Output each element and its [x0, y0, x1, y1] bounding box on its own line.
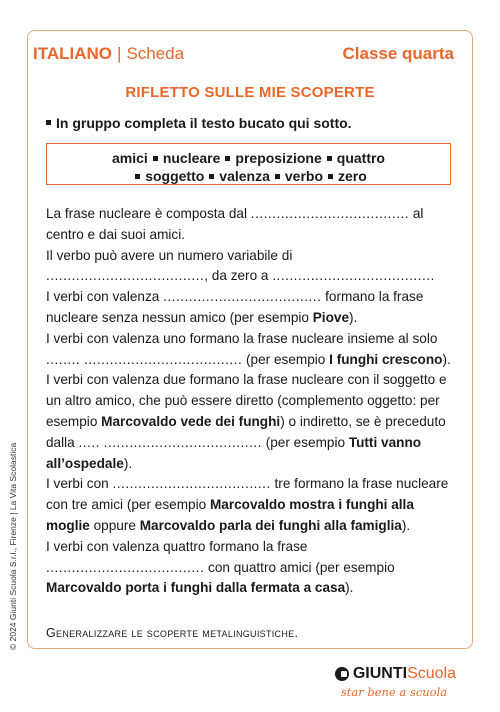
instruction-text: In gruppo completa il testo bucato qui sotto.: [56, 115, 352, 131]
example-text: Marcovaldo vede dei funghi: [101, 413, 281, 429]
paragraph: [46, 370, 456, 474]
text-span: ).: [123, 455, 133, 471]
text-span: ).: [442, 351, 451, 367]
section-label: Scheda: [126, 44, 185, 63]
text-span: con quattro amici (per esempio: [204, 559, 395, 575]
text-span: La frase nucleare è composta dal: [46, 206, 251, 221]
instruction: [46, 115, 352, 131]
square-bullet-icon: [209, 174, 214, 179]
square-bullet-icon: [328, 174, 333, 179]
text-span: formano la frase nucleare senza nessun amico (per esempio: [46, 289, 424, 325]
text-span: I verbi con valenza uno formano la frase nucleare insieme al solo: [46, 330, 438, 346]
text-span: I verbi con valenza: [46, 289, 164, 305]
text-span: , da zero a: [204, 268, 273, 284]
word-bank-row-1: [47, 149, 450, 167]
text-span: I verbi con valenza quattro formano la frase: [46, 538, 308, 554]
copyright-text: © 2024 Giunti Scuola S.r.l., Firenze | La Vita Scolastica: [8, 442, 18, 650]
blank-field[interactable]: .....................................: [250, 206, 410, 221]
text-span: ).: [345, 580, 354, 596]
text-span: al centro e dai suoi amici.: [46, 206, 424, 242]
text-span: (per esempio: [242, 351, 330, 367]
logo-wordmark: [335, 665, 456, 683]
square-bullet-icon: [275, 174, 280, 179]
text-span: oppure: [89, 517, 140, 533]
blank-field[interactable]: .....: [78, 434, 100, 450]
word: valenza: [219, 168, 270, 184]
blank-field[interactable]: .....................................: [272, 268, 431, 284]
subject-label: ITALIANO: [33, 44, 113, 63]
text-span: .: [430, 268, 435, 284]
text-span: ) o indiretto, se è preceduto dalla: [46, 413, 446, 450]
blank-field[interactable]: .....................................: [103, 434, 262, 450]
text-span: ).: [349, 309, 358, 325]
word-bank: [46, 143, 451, 185]
paragraph: [46, 287, 456, 329]
blank-field[interactable]: .....................................: [46, 559, 205, 575]
example-text: Marcovaldo parla dei funghi alla famiglia: [139, 517, 402, 533]
word: nucleare: [162, 150, 221, 166]
square-bullet-icon: [327, 156, 332, 161]
example-text: Piove: [312, 309, 350, 325]
paragraph: [46, 204, 456, 246]
text-span: tre formano la frase nucleare con tre amici (per esempio: [46, 476, 449, 513]
word: preposizione: [235, 150, 322, 166]
paragraph: [46, 474, 456, 536]
square-bullet-icon: [225, 156, 230, 161]
blank-field[interactable]: .....................................: [84, 351, 243, 367]
text-span: I verbi con: [46, 476, 113, 492]
square-bullet-icon: [135, 174, 140, 179]
cloze-text: [46, 204, 456, 599]
square-bullet-icon: [153, 156, 158, 161]
logo-brand: GIUNTI: [352, 665, 408, 682]
logo-tagline: star bene a scuola: [340, 685, 448, 699]
example-text: Tutti vanno all’ospedale: [46, 434, 422, 471]
word: quattro: [336, 150, 385, 166]
example-text: Marcovaldo porta i funghi dalla fermata a casa: [46, 580, 346, 596]
bullet-square-icon: [46, 120, 51, 125]
paragraph: [46, 246, 456, 288]
word: zero: [338, 168, 367, 184]
blank-field[interactable]: ........: [46, 351, 81, 367]
word: verbo: [284, 168, 324, 184]
paragraph: [46, 329, 456, 371]
word: amici: [112, 150, 148, 166]
word: soggetto: [145, 168, 205, 184]
giunti-mark-icon: [335, 667, 349, 681]
giunti-logo: [335, 665, 456, 699]
logo-brand-suffix: Scuola: [407, 665, 456, 682]
page-title: RIFLETTO SULLE MIE SCOPERTE: [125, 84, 375, 101]
grade-label: Classe quarta: [342, 44, 454, 63]
footer-note: Generalizzare le scoperte metalinguistiche.: [46, 626, 299, 640]
text-span: ).: [401, 517, 411, 533]
example-text: I funghi crescono: [329, 351, 443, 367]
header-subject: [33, 44, 184, 64]
word-bank-row-2: [47, 167, 450, 185]
header-separator: |: [117, 44, 122, 63]
blank-field[interactable]: .....................................: [46, 268, 205, 284]
paragraph: [46, 537, 456, 599]
example-text: Marcovaldo mostra i funghi alla moglie: [46, 497, 414, 533]
blank-field[interactable]: .....................................: [112, 476, 271, 492]
text-span: I verbi con valenza due formano la frase nucleare con il soggetto e un altro amico, che può essere diretto (complemento oggetto: per esempio: [46, 372, 447, 429]
text-span: Il verbo può avere un numero variabile di: [46, 247, 293, 263]
text-span: (per esempio: [261, 434, 349, 450]
blank-field[interactable]: .....................................: [163, 289, 322, 305]
